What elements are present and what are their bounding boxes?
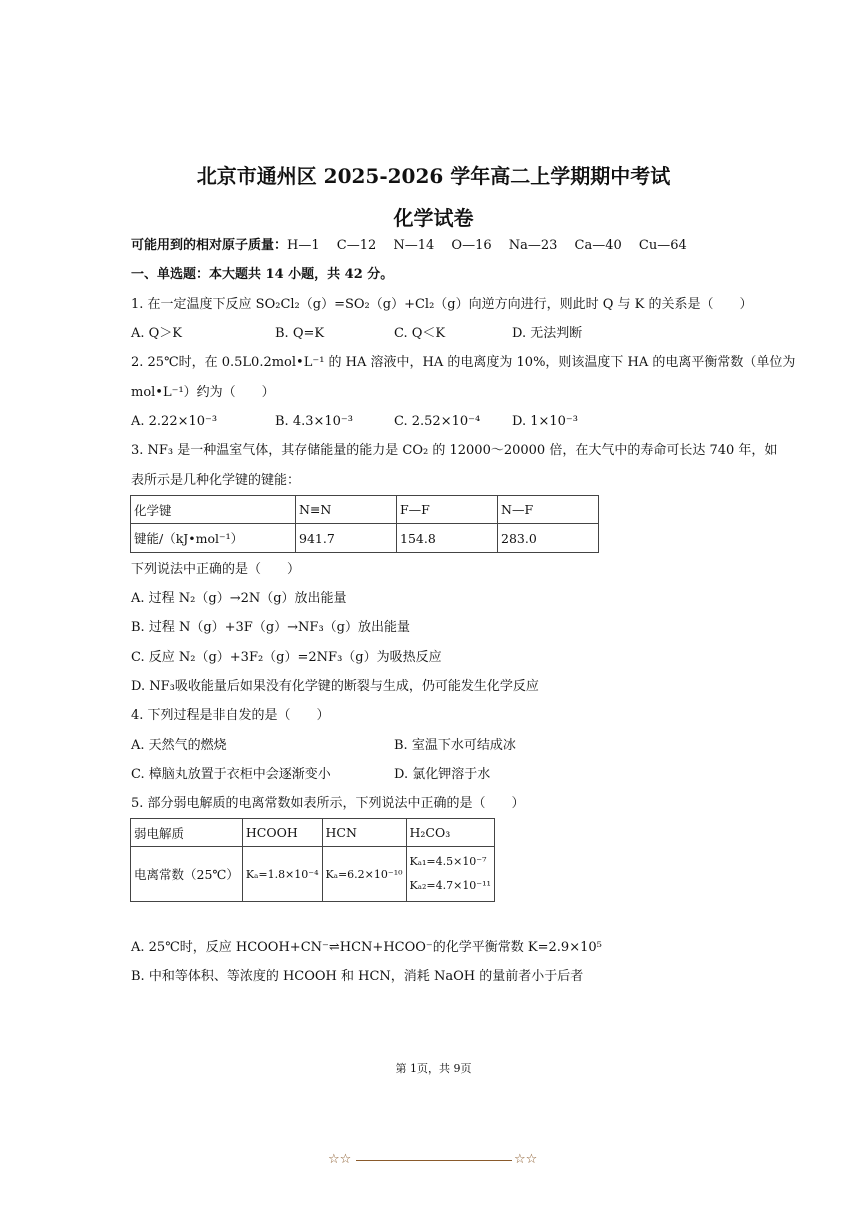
q3-stem-line2: 表所示是几种化学键的键能： [131,473,301,488]
table-row [131,524,599,553]
q2-option-b: B. 4.3×10⁻³ [275,414,353,429]
q5-option-a: A. 25℃时，反应 HCOOH+CN⁻⇌HCN+HCOO⁻的化学平衡常数 K=2.9×10⁵ [131,940,602,955]
table-cell: 电离常数（25℃） [131,847,243,902]
q5-stem: 5. 部分弱电解质的电离常数如表所示，下列说法中正确的是（ ） [131,796,525,811]
page-footer: 第 1页，共 9页 [395,1062,472,1075]
table-cell: 化学键 [131,496,296,524]
q3-option-d: D. NF₃吸收能量后如果没有化学键的断裂与生成，仍可能发生化学反应 [131,679,539,694]
page-title: 北京市通州区 2025-2026 学年高二上学期期中考试 [196,164,671,188]
q2-option-a: A. 2.22×10⁻³ [131,414,218,429]
table-row [131,496,599,524]
q3-ask: 下列说法中正确的是（ ） [131,562,301,577]
table-cell: N≡N [296,496,397,524]
q2-stem-line1: 2. 25℃时，在 0.5L0.2mol•L⁻¹ 的 HA 溶液中，HA 的电离度为 10%，则该温度下 HA 的电离平衡常数（单位为 [131,355,796,370]
q2-option-d: D. 1×10⁻³ [512,414,579,429]
decorative-rule [356,1160,512,1161]
q3-option-b: B. 过程 N（g）+3F（g）→NF₃（g）放出能量 [131,620,410,635]
q1-option-a: A. Q＞K [131,326,183,341]
q4-option-a: A. 天然气的燃烧 [131,738,227,753]
q3-option-c: C. 反应 N₂（g）+3F₂（g）=2NF₃（g）为吸热反应 [131,650,442,665]
q4-option-d: D. 氯化钾溶于水 [394,767,491,782]
q1-stem: 1. 在一定温度下反应 SO₂Cl₂（g）=SO₂（g）+Cl₂（g）向逆方向进行，则此时 Q 与 K 的关系是（ ） [131,297,753,312]
table-cell: 154.8 [397,524,498,553]
ionization-constant-table [130,818,495,902]
table-cell: Kₐ=6.2×10⁻¹⁰ [322,847,406,902]
bond-energy-table [130,495,599,553]
q2-stem-line2: mol•L⁻¹）约为（ ） [131,385,275,400]
atomic-mass-values: H—1 C—12 N—14 O—16 Na—23 Ca—40 Cu—64 [287,238,687,253]
q1-option-d: D. 无法判断 [512,326,583,341]
q2-option-c: C. 2.52×10⁻⁴ [394,414,481,429]
q3-option-a: A. 过程 N₂（g）→2N（g）放出能量 [131,591,347,606]
table-cell: 941.7 [296,524,397,553]
table-row [131,847,495,902]
table-cell: H₂CO₃ [406,819,494,847]
q4-option-c: C. 樟脑丸放置于衣柜中会逐渐变小 [131,767,331,782]
table-cell: 弱电解质 [131,819,243,847]
page-subtitle: 化学试卷 [393,206,474,230]
q4-stem: 4. 下列过程是非自发的是（ ） [131,708,330,723]
table-cell: N—F [498,496,599,524]
table-cell: F—F [397,496,498,524]
table-cell-line: Kₐ₁=4.5×10⁻⁷ [409,855,487,868]
q4-option-b: B. 室温下水可结成冰 [394,738,516,753]
star-icon: ☆☆ [328,1152,352,1167]
table-cell: HCOOH [242,819,322,847]
q1-option-b: B. Q=K [275,326,325,341]
q1-option-c: C. Q＜K [394,326,446,341]
table-cell [406,847,494,902]
table-cell: HCN [322,819,406,847]
table-cell-line: Kₐ₂=4.7×10⁻¹¹ [409,879,491,892]
star-icon: ☆☆ [514,1152,538,1167]
atomic-mass-label: 可能用到的相对原子质量： [131,238,288,253]
section-heading: 一、单选题：本大题共 14 小题，共 42 分。 [131,267,394,282]
atomic-mass-line [131,238,687,254]
q3-stem-line1: 3. NF₃ 是一种温室气体，其存储能量的能力是 CO₂ 的 12000～20000 倍，在大气中的寿命可长达 740 年，如 [131,443,778,458]
footer-decoration [328,1152,540,1168]
q5-option-b: B. 中和等体积、等浓度的 HCOOH 和 HCN，消耗 NaOH 的量前者小于后者 [131,969,584,984]
table-cell: Kₐ=1.8×10⁻⁴ [242,847,322,902]
table-cell: 283.0 [498,524,599,553]
table-cell: 键能/（kJ•mol⁻¹） [131,524,296,553]
table-row [131,819,495,847]
